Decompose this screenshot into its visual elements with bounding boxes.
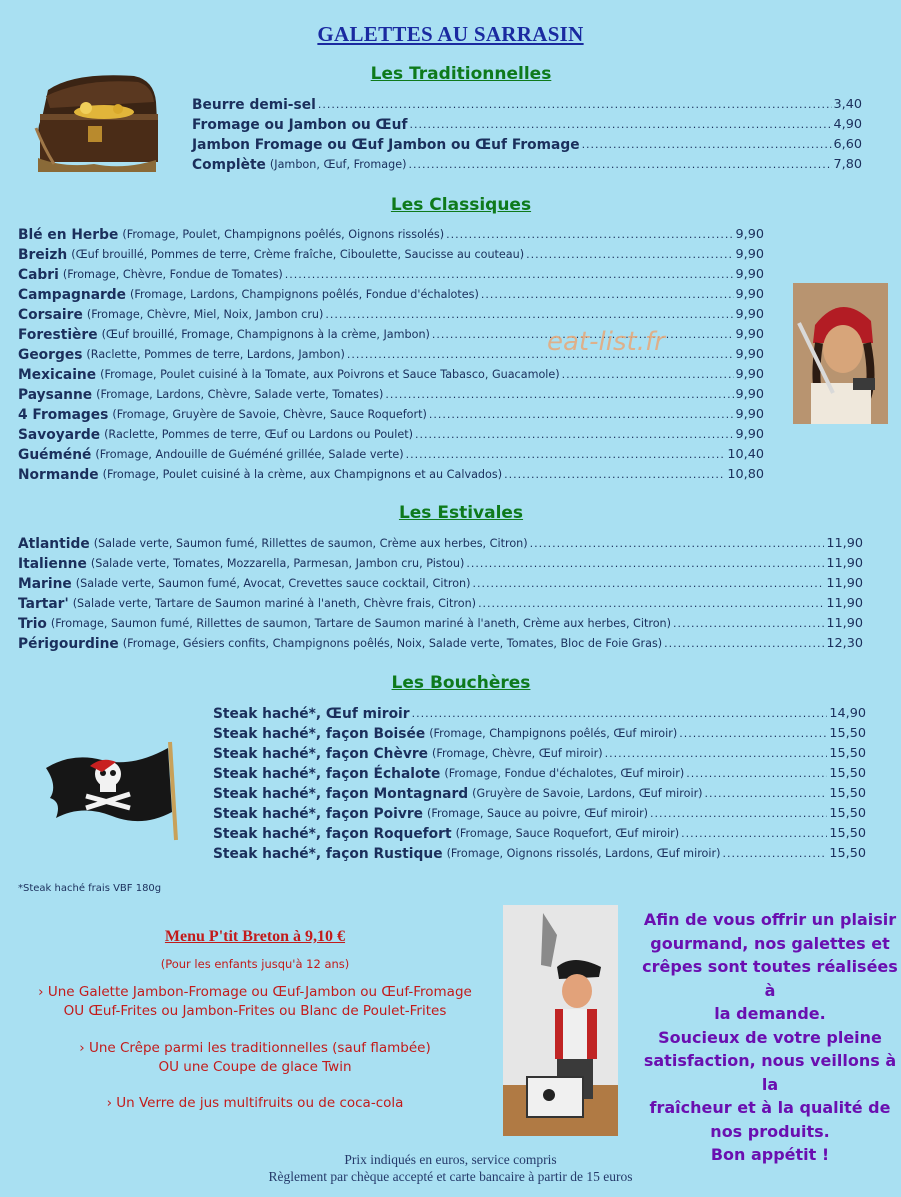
kids-menu-subtitle: (Pour les enfants jusqu'à 12 ans): [160, 957, 350, 971]
dot-leader: [318, 95, 832, 115]
info-text-line: satisfaction, nous veillons à la: [643, 1051, 897, 1094]
item-description: (Fromage, Lardons, Chèvre, Salade verte, Tomates): [96, 388, 384, 401]
item-price: 9,90: [735, 387, 764, 402]
item-price: 9,90: [735, 347, 764, 362]
item-name: Tartar': [18, 596, 69, 612]
item-price: 11,90: [826, 616, 863, 631]
item-name: Steak haché*, façon Chèvre: [213, 746, 428, 762]
kids-menu-line1a: › Une Galette Jambon-Fromage ou Œuf-Jambon ou Œuf-Fromage: [38, 984, 472, 1000]
dot-leader: [530, 534, 825, 554]
menu-item: [18, 614, 863, 634]
child-pirate-photo-icon: [503, 905, 618, 1136]
item-price: 9,90: [735, 367, 764, 382]
menu-item: [18, 285, 764, 305]
item-description: (Fromage, Sauce au poivre, Œuf miroir): [427, 807, 649, 820]
item-description: (Jambon, Œuf, Fromage): [269, 158, 407, 171]
item-description: (Fromage, Champignons poêlés, Œuf miroir): [429, 727, 678, 740]
dot-leader: [478, 594, 824, 614]
dot-leader: [409, 155, 832, 175]
page-title: GALETTES AU SARRASIN: [317, 22, 584, 46]
item-description: (Fromage, Chèvre, Œuf miroir): [431, 747, 603, 760]
menu-item: [18, 265, 764, 285]
info-text-line: crêpes sont toutes réalisées à: [642, 957, 898, 1000]
item-name: Complète: [192, 157, 266, 173]
item-description: (Fromage, Gésiers confits, Champignons poêlés, Noix, Salade verte, Tomates, Bloc de Foie Gras): [122, 637, 663, 650]
item-price: 9,90: [735, 307, 764, 322]
item-description: (Œuf brouillé, Fromage, Champignons à la crème, Jambon): [101, 328, 430, 341]
menu-item: [213, 824, 866, 844]
dot-leader: [466, 554, 824, 574]
item-price: 9,90: [735, 427, 764, 442]
kids-menu-line1b: OU Œuf-Frites ou Jambon-Frites ou Blanc de Poulet-Frites: [63, 1003, 447, 1019]
menu-item: [213, 744, 866, 764]
menu-item: [18, 305, 764, 325]
item-description: (Fromage, Lardons, Champignons poêlés, Fondue d'échalotes): [130, 288, 479, 301]
dot-leader: [562, 365, 734, 385]
item-description: (Fromage, Andouille de Guéméné grillée, Salade verte): [95, 448, 404, 461]
menu-item: [18, 594, 863, 614]
item-price: 10,40: [727, 447, 764, 462]
steak-note: *Steak haché frais VBF 180g: [18, 883, 162, 894]
info-text: [640, 908, 900, 1167]
item-price: 11,90: [826, 536, 863, 551]
item-price: 6,60: [833, 137, 862, 152]
item-name: Beurre demi-sel: [192, 97, 316, 113]
item-description: (Fromage, Fondue d'échalotes, Œuf miroir): [444, 767, 685, 780]
kids-menu-line3: › Un Verre de jus multifruits ou de coca-cola: [106, 1095, 404, 1111]
item-name: Fromage ou Jambon ou Œuf: [192, 117, 408, 133]
dot-leader: [429, 405, 734, 425]
item-description: (Gruyère de Savoie, Lardons, Œuf miroir): [472, 787, 703, 800]
menu-item: [18, 574, 863, 594]
item-description: (Salade verte, Tomates, Mozzarella, Parmesan, Jambon cru, Pistou): [90, 557, 465, 570]
item-description: (Raclette, Pommes de terre, Lardons, Jambon): [86, 348, 345, 361]
kids-menu-line2b: OU une Coupe de glace Twin: [158, 1059, 352, 1075]
item-name: Cabri: [18, 267, 59, 283]
menu-item: [213, 844, 866, 864]
item-price: 11,90: [826, 596, 863, 611]
item-name: Georges: [18, 347, 83, 363]
item-description: (Fromage, Poulet cuisiné à la crème, aux Champignons et au Calvados): [102, 468, 503, 481]
pirate-portrait-icon: [793, 283, 888, 424]
item-description: (Fromage, Poulet, Champignons poêlés, Oignons rissolés): [122, 228, 445, 241]
item-name: Périgourdine: [18, 636, 119, 652]
list-boucheres: [213, 704, 866, 864]
item-name: Trio: [18, 616, 47, 632]
info-text-line: Bon appétit !: [710, 1145, 830, 1164]
item-price: 15,50: [829, 766, 866, 781]
section-heading-estivales: Les Estivales: [398, 503, 524, 523]
item-price: 15,50: [829, 846, 866, 861]
item-description: (Fromage, Oignons rissolés, Lardons, Œuf miroir): [446, 847, 721, 860]
menu-item: [18, 365, 764, 385]
list-estivales: [18, 534, 863, 654]
item-price: 15,50: [829, 806, 866, 821]
item-price: 14,90: [829, 706, 866, 721]
menu-item: [192, 95, 862, 115]
item-name: Savoyarde: [18, 427, 101, 443]
item-name: Steak haché*, façon Roquefort: [213, 826, 452, 842]
info-text-line: nos produits.: [710, 1121, 830, 1141]
item-description: (Salade verte, Saumon fumé, Avocat, Crevettes sauce cocktail, Citron): [75, 577, 471, 590]
item-price: 12,30: [826, 636, 863, 651]
menu-item: [192, 135, 862, 155]
menu-item: [18, 465, 764, 485]
item-name: Marine: [18, 576, 72, 592]
info-text-line: Afin de vous offrir un plaisir: [643, 910, 897, 929]
menu-item: [213, 784, 866, 804]
item-description: (Salade verte, Tartare de Saumon mariné à l'aneth, Chèvre frais, Citron): [72, 597, 477, 610]
item-price: 9,90: [735, 247, 764, 262]
item-name: Italienne: [18, 556, 87, 572]
menu-item: [18, 225, 764, 245]
item-price: 15,50: [829, 746, 866, 761]
section-heading-boucheres: Les Bouchères: [391, 673, 531, 693]
dot-leader: [285, 265, 734, 285]
dot-leader: [415, 425, 733, 445]
item-name: Corsaire: [18, 307, 83, 323]
pirate-flag-icon: [42, 738, 182, 844]
item-price: 9,90: [735, 227, 764, 242]
menu-item: [213, 764, 866, 784]
item-description: (Raclette, Pommes de terre, Œuf ou Lardons ou Poulet): [104, 428, 414, 441]
item-description: (Fromage, Saumon fumé, Rillettes de saumon, Tartare de Saumon mariné à l'aneth, Crème aux herbes, Citron): [50, 617, 672, 630]
menu-item: [18, 534, 863, 554]
watermark: eat-list.fr: [547, 327, 665, 357]
menu-item: [18, 634, 863, 654]
item-description: (Œuf brouillé, Pommes de terre, Crème fraîche, Ciboulette, Saucisse au couteau): [71, 248, 525, 261]
dot-leader: [664, 634, 824, 654]
item-name: Steak haché*, façon Échalote: [213, 766, 441, 782]
dot-leader: [406, 445, 726, 465]
item-description: (Fromage, Chèvre, Miel, Noix, Jambon cru): [86, 308, 324, 321]
dot-leader: [446, 225, 733, 245]
item-name: Steak haché*, façon Boisée: [213, 726, 426, 742]
item-price: 7,80: [833, 157, 862, 172]
menu-item: [213, 804, 866, 824]
item-price: 15,50: [829, 826, 866, 841]
item-name: Steak haché*, Œuf miroir: [213, 706, 410, 722]
item-name: Steak haché*, façon Poivre: [213, 806, 423, 822]
menu-item: [18, 425, 764, 445]
item-name: Jambon Fromage ou Œuf Jambon ou Œuf Fromage: [192, 137, 580, 153]
dot-leader: [481, 285, 734, 305]
menu-item: [213, 704, 866, 724]
info-text-line: fraîcheur et à la qualité de: [649, 1098, 891, 1117]
dot-leader: [686, 764, 827, 784]
item-description: (Fromage, Chèvre, Fondue de Tomates): [62, 268, 283, 281]
item-name: Steak haché*, façon Rustique: [213, 846, 443, 862]
item-price: 9,90: [735, 267, 764, 282]
kids-menu-line2a: › Une Crêpe parmi les traditionnelles (sauf flambée): [79, 1040, 431, 1056]
menu-item: [213, 724, 866, 744]
item-name: Blé en Herbe: [18, 227, 119, 243]
item-name: Mexicaine: [18, 367, 97, 383]
item-name: Normande: [18, 467, 99, 483]
item-name: Atlantide: [18, 536, 90, 552]
list-traditionnelles: [192, 95, 862, 175]
item-price: 15,50: [829, 726, 866, 741]
info-text-line: Soucieux de votre pleine: [658, 1027, 882, 1047]
info-text-line: gourmand, nos galettes et: [650, 933, 890, 953]
dot-leader: [347, 345, 734, 365]
item-price: 15,50: [829, 786, 866, 801]
dot-leader: [473, 574, 825, 594]
item-name: 4 Fromages: [18, 407, 109, 423]
item-name: Paysanne: [18, 387, 93, 403]
item-price: 11,90: [826, 556, 863, 571]
dot-leader: [605, 744, 828, 764]
menu-item: [192, 115, 862, 135]
dot-leader: [673, 614, 824, 634]
item-description: (Fromage, Poulet cuisiné à la Tomate, aux Poivrons et Sauce Tabasco, Guacamole): [100, 368, 560, 381]
kids-menu-title: Menu P'tit Breton à 9,10 €: [164, 928, 346, 945]
info-text-line: la demande.: [714, 1004, 826, 1023]
item-price: 4,90: [833, 117, 862, 132]
menu-item: [18, 445, 764, 465]
dot-leader: [385, 385, 733, 405]
dot-leader: [526, 245, 733, 265]
section-heading-classiques: Les Classiques: [390, 195, 532, 215]
section-heading-traditionnelles: Les Traditionnelles: [370, 64, 552, 84]
dot-leader: [409, 115, 831, 135]
item-name: Breizh: [18, 247, 68, 263]
dot-leader: [412, 704, 828, 724]
dot-leader: [705, 784, 828, 804]
item-name: Guéméné: [18, 447, 92, 463]
footer-line1: Prix indiqués en euros, service compris: [344, 1152, 557, 1167]
item-price: 9,90: [735, 407, 764, 422]
menu-item: [18, 554, 863, 574]
dot-leader: [650, 804, 827, 824]
item-description: (Fromage, Gruyère de Savoie, Chèvre, Sauce Roquefort): [112, 408, 427, 421]
item-price: 9,90: [735, 287, 764, 302]
dot-leader: [504, 465, 725, 485]
item-description: (Salade verte, Saumon fumé, Rillettes de saumon, Crème aux herbes, Citron): [93, 537, 528, 550]
dot-leader: [681, 824, 827, 844]
dot-leader: [722, 844, 827, 864]
dot-leader: [582, 135, 832, 155]
item-price: 3,40: [833, 97, 862, 112]
dot-leader: [679, 724, 827, 744]
menu-item: [18, 405, 764, 425]
item-name: Campagnarde: [18, 287, 127, 303]
menu-item: [192, 155, 862, 175]
footer-line2: Règlement par chèque accepté et carte bancaire à partir de 15 euros: [268, 1169, 633, 1184]
menu-item: [18, 245, 764, 265]
item-name: Forestière: [18, 327, 98, 343]
dot-leader: [325, 305, 733, 325]
item-price: 10,80: [727, 467, 764, 482]
menu-item: [18, 385, 764, 405]
item-name: Steak haché*, façon Montagnard: [213, 786, 469, 802]
item-price: 9,90: [735, 327, 764, 342]
item-description: (Fromage, Sauce Roquefort, Œuf miroir): [455, 827, 680, 840]
item-price: 11,90: [826, 576, 863, 591]
